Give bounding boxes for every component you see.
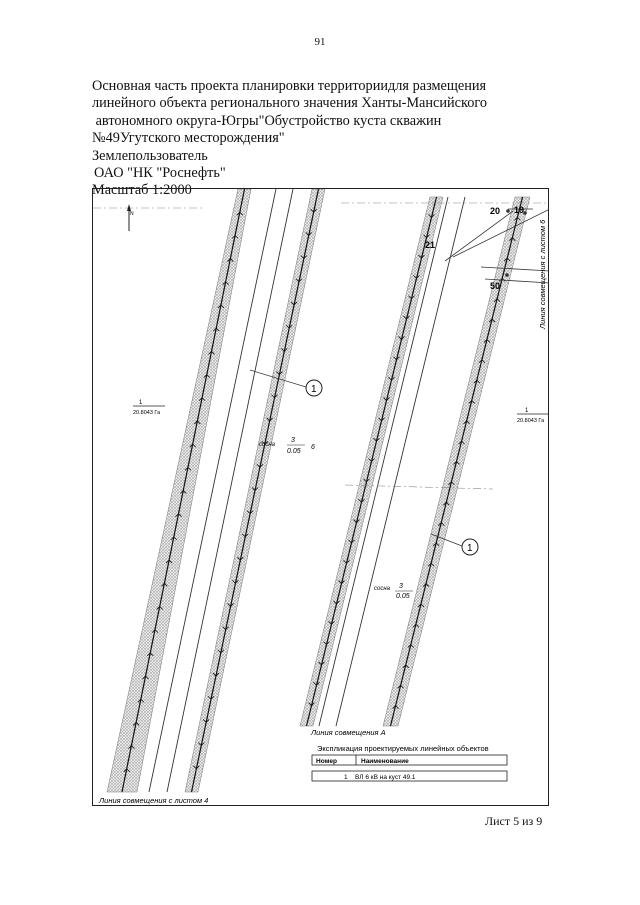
sosna-label-lower: сосна <box>374 586 390 592</box>
legend-row-name: ВЛ 6 кВ на куст 49.1 <box>355 774 416 781</box>
point-50: 50 <box>490 281 501 291</box>
planning-map <box>93 189 549 806</box>
sosna-den-lower: 0.05 <box>396 593 410 600</box>
boundary-line-4 <box>336 197 465 726</box>
point-20: 20 <box>490 206 501 216</box>
sheet-label: Лист 5 из 9 <box>485 814 543 828</box>
title-line-4: №49Угутского месторождения" <box>92 130 285 147</box>
point-19: 19 <box>514 205 525 215</box>
area-fraction-num-left: 1 <box>139 400 143 406</box>
title-line-2: линейного объекта регионального значения Ханты-Мансийского <box>92 95 488 112</box>
map-frame <box>92 188 549 806</box>
callout-lower: 1 <box>467 543 473 554</box>
match-line-4: Линия совмещения с листом 4 <box>99 796 209 805</box>
sosna-num-upper: 3 <box>291 437 295 444</box>
legend-col-number: Номер <box>316 758 337 765</box>
callout-upper: 1 <box>311 384 317 395</box>
hatched-corridor-1 <box>107 189 251 792</box>
junction-line-2 <box>453 209 549 257</box>
area-fraction-den-right: 20.8043 Га <box>517 418 545 424</box>
junction-point-3 <box>505 273 509 277</box>
sosna-den-upper: 0.05 <box>287 448 301 455</box>
north-label: N <box>130 211 134 217</box>
legend-col-name: Наименование <box>361 758 409 765</box>
title-line-5: Землепользователь <box>92 147 208 164</box>
boundary-line-3 <box>319 197 448 726</box>
title-block <box>92 78 512 200</box>
point-21: 21 <box>425 240 436 250</box>
page-number: 91 <box>314 36 326 48</box>
sosna-num-lower: 3 <box>399 583 403 590</box>
legend-row-number: 1 <box>344 774 348 781</box>
sosna-label-upper: сосна <box>259 442 275 448</box>
legend-title: Экспликация проектируемых линейных объектов <box>317 744 489 753</box>
title-line-3: автономного округа-Югры"Обустройство куста скважин <box>92 112 442 129</box>
title-line-6: ОАО "НК "Роснефть" <box>94 165 226 182</box>
match-line-6: Линия совмещения с листом 6 <box>538 219 547 329</box>
match-line-a: Линия совмещения А <box>311 728 386 737</box>
area-fraction-den-left: 20.8043 Га <box>133 410 161 416</box>
junction-point-1 <box>506 209 510 213</box>
area-fraction-num-right: 1 <box>525 408 529 414</box>
sosna-tail-upper: 6 <box>311 444 315 451</box>
title-line-1: Основная часть проекта планировки территориидля размещения <box>92 78 487 94</box>
title-line-7: Масштаб 1:2000 <box>92 182 192 199</box>
